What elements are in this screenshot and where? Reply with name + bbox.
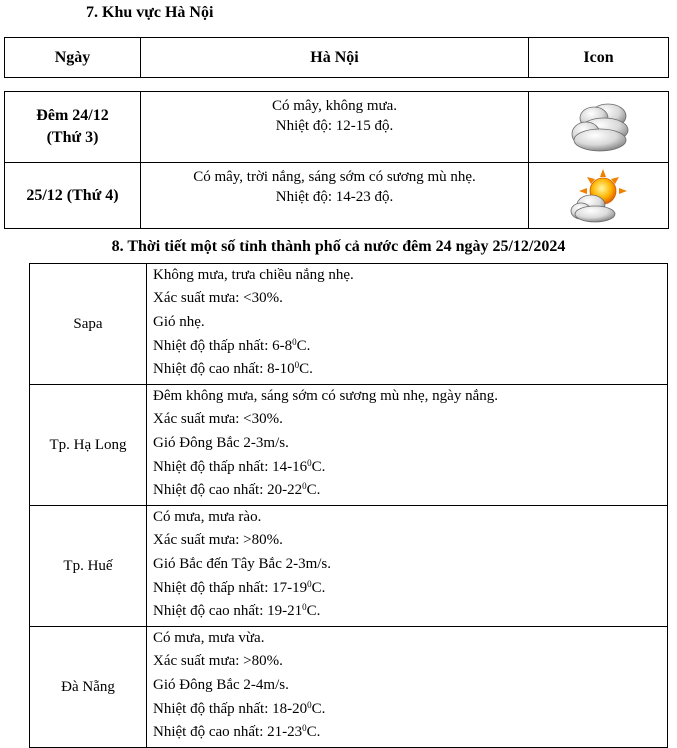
- forecast-day-line1: Đêm 24/12: [36, 107, 109, 124]
- table-row: [5, 92, 669, 163]
- city-forecast: [147, 627, 668, 748]
- min-temp-text: Nhiệt độ thấp nhất: 17-19: [153, 579, 308, 596]
- max-temp-line: [153, 599, 667, 623]
- max-temp-text: Nhiệt độ cao nhất: 19-21: [153, 603, 303, 620]
- min-temp-text: Nhiệt độ thấp nhất: 18-20: [153, 700, 308, 717]
- degree-unit: C.: [296, 337, 311, 354]
- degree-unit: C.: [306, 482, 321, 499]
- cloudy-icon: [564, 96, 634, 158]
- degree-sign: 0: [302, 723, 307, 734]
- min-temp-text: Nhiệt độ thấp nhất: 14-16: [153, 458, 308, 475]
- forecast-temperature: Nhiệt độ: 12-15 độ.: [275, 118, 394, 134]
- table-row: [5, 163, 669, 229]
- min-temp-line: [153, 455, 667, 479]
- condition-text: Có mưa, mưa vừa.: [153, 630, 265, 646]
- wind-text: Gió Đông Bắc 2-4m/s.: [153, 676, 289, 693]
- degree-unit: C.: [311, 458, 326, 475]
- max-temp-text: Nhiệt độ cao nhất: 8-10: [153, 361, 295, 378]
- column-header-date: Ngày: [5, 38, 141, 78]
- table-row: [30, 506, 668, 627]
- city-name: Tp. Hạ Long: [30, 385, 147, 506]
- min-temp-line: [153, 576, 667, 600]
- table-row: [30, 264, 668, 385]
- degree-unit: C.: [299, 361, 313, 378]
- city-forecast: [147, 506, 668, 627]
- max-temp-text: Nhiệt độ cao nhất: 20-22: [153, 482, 303, 499]
- degree-sign: 0: [307, 699, 312, 710]
- max-temp-line: [153, 478, 667, 502]
- min-temp-line: [153, 334, 667, 358]
- min-temp-line: [153, 697, 667, 721]
- degree-sign: 0: [292, 336, 297, 347]
- rain-probability-text: Xác suất mưa: >80%.: [153, 532, 283, 548]
- forecast-icon-cell: [529, 163, 669, 229]
- hanoi-header-table: [4, 37, 669, 78]
- forecast-day-line1: 25/12 (Thứ 4): [26, 186, 119, 204]
- forecast-condition: Có mây, không mưa.: [271, 98, 398, 114]
- condition-text: Đêm không mưa, sáng sớm có sương mù nhẹ, ngày nắng.: [153, 388, 498, 404]
- section-8-heading: 8. Thời tiết một số tỉnh thành phố cả nước đêm 24 ngày 25/12/2024: [111, 238, 566, 255]
- forecast-description: [141, 92, 529, 163]
- rain-probability-text: Xác suất mưa: >80%.: [153, 653, 283, 669]
- max-temp-text: Nhiệt độ cao nhất: 21-23: [153, 724, 303, 741]
- city-name: Đà Nẵng: [30, 627, 147, 748]
- min-temp-text: Nhiệt độ thấp nhất: 6-8: [153, 337, 293, 354]
- forecast-description: [141, 163, 529, 229]
- max-temp-line: [153, 720, 667, 744]
- section-7-heading: 7. Khu vực Hà Nội: [86, 4, 214, 21]
- column-header-hanoi: Hà Nội: [141, 38, 529, 78]
- degree-sign: 0: [302, 602, 307, 613]
- city-forecast: [147, 264, 668, 385]
- wind-text: Gió Bắc đến Tây Bắc 2-3m/s.: [153, 555, 332, 572]
- forecast-temperature: Nhiệt độ: 14-23 độ.: [275, 189, 394, 205]
- degree-sign: 0: [302, 481, 307, 492]
- degree-sign: 0: [294, 360, 300, 371]
- forecast-day-line2: (Thứ 3): [46, 129, 99, 146]
- sun-cloud-icon: [567, 167, 631, 225]
- wind-text: Gió nhẹ.: [153, 313, 205, 330]
- degree-sign: 0: [307, 457, 312, 468]
- hanoi-forecast-table: [4, 91, 669, 229]
- forecast-condition: Có mây, trời nắng, sáng sớm có sương mù nhẹ.: [193, 169, 476, 185]
- table-row: [30, 627, 668, 748]
- degree-unit: C.: [311, 700, 326, 717]
- forecast-day: [5, 92, 141, 163]
- column-header-icon: Icon: [529, 38, 669, 78]
- city-forecast: [147, 385, 668, 506]
- city-name: Tp. Huế: [30, 506, 147, 627]
- max-temp-line: [153, 357, 667, 381]
- degree-unit: C.: [306, 724, 321, 741]
- cities-forecast-table: [29, 263, 668, 748]
- degree-unit: C.: [306, 603, 321, 620]
- condition-text: Có mưa, mưa rào.: [153, 509, 262, 525]
- rain-probability-text: Xác suất mưa: <30%.: [153, 411, 283, 427]
- city-name: Sapa: [30, 264, 147, 385]
- forecast-icon-cell: [529, 92, 669, 163]
- degree-unit: C.: [311, 579, 326, 596]
- condition-text: Không mưa, trưa chiều nắng nhẹ.: [153, 267, 354, 283]
- table-row: [30, 385, 668, 506]
- degree-sign: 0: [307, 578, 312, 589]
- rain-probability-text: Xác suất mưa: <30%.: [153, 290, 283, 306]
- wind-text: Gió Đông Bắc 2-3m/s.: [153, 434, 289, 451]
- forecast-day: [5, 163, 141, 229]
